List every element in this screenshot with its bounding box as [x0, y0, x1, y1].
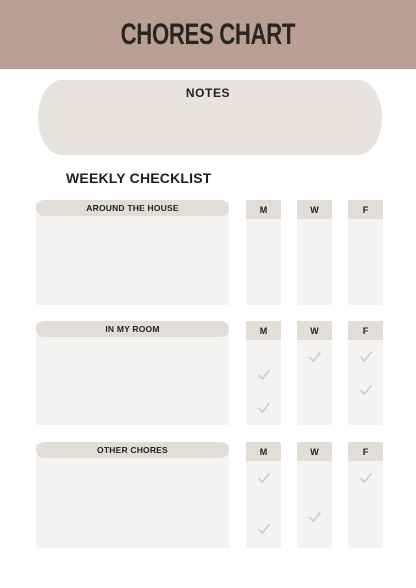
section-panel-around-the-house[interactable] [36, 202, 229, 305]
day-header-wednesday: W [297, 200, 332, 219]
day-header-friday: F [348, 200, 383, 219]
day-header-friday: F [348, 442, 383, 461]
page-title: CHORES CHART [120, 17, 296, 51]
day-column-friday-other-chores[interactable] [348, 442, 383, 548]
day-header-monday: M [246, 321, 281, 340]
day-header-monday: M [246, 442, 281, 461]
checkmark-icon [308, 510, 322, 524]
notes-title: NOTES [185, 86, 231, 100]
section-panel-in-my-room[interactable] [36, 323, 229, 425]
day-column-wednesday-in-my-room[interactable] [297, 321, 332, 425]
section-label-in-my-room: IN MY ROOM [36, 321, 229, 337]
header-banner [0, 0, 416, 69]
day-column-wednesday-other-chores[interactable] [297, 442, 332, 548]
day-column-monday-in-my-room[interactable] [246, 321, 281, 425]
section-label-other-chores: OTHER CHORES [36, 442, 229, 458]
checkmark-icon [257, 522, 271, 536]
day-header-friday: F [348, 321, 383, 340]
day-column-wednesday-around-the-house[interactable] [297, 200, 332, 305]
day-header-wednesday: W [297, 321, 332, 340]
checkmark-icon [257, 471, 271, 485]
day-column-monday-other-chores[interactable] [246, 442, 281, 548]
weekly-checklist-title: WEEKLY CHECKLIST [66, 170, 212, 186]
checkmark-icon [257, 368, 271, 382]
section-label-around-the-house: AROUND THE HOUSE [36, 200, 229, 216]
day-header-wednesday: W [297, 442, 332, 461]
checkmark-icon [359, 471, 373, 485]
checkmark-icon [359, 383, 373, 397]
day-column-friday-around-the-house[interactable] [348, 200, 383, 305]
checkmark-icon [359, 350, 373, 364]
section-panel-other-chores[interactable] [36, 444, 229, 548]
checkmark-icon [308, 350, 322, 364]
day-column-monday-around-the-house[interactable] [246, 200, 281, 305]
checkmark-icon [257, 401, 271, 415]
day-header-monday: M [246, 200, 281, 219]
day-column-friday-in-my-room[interactable] [348, 321, 383, 425]
